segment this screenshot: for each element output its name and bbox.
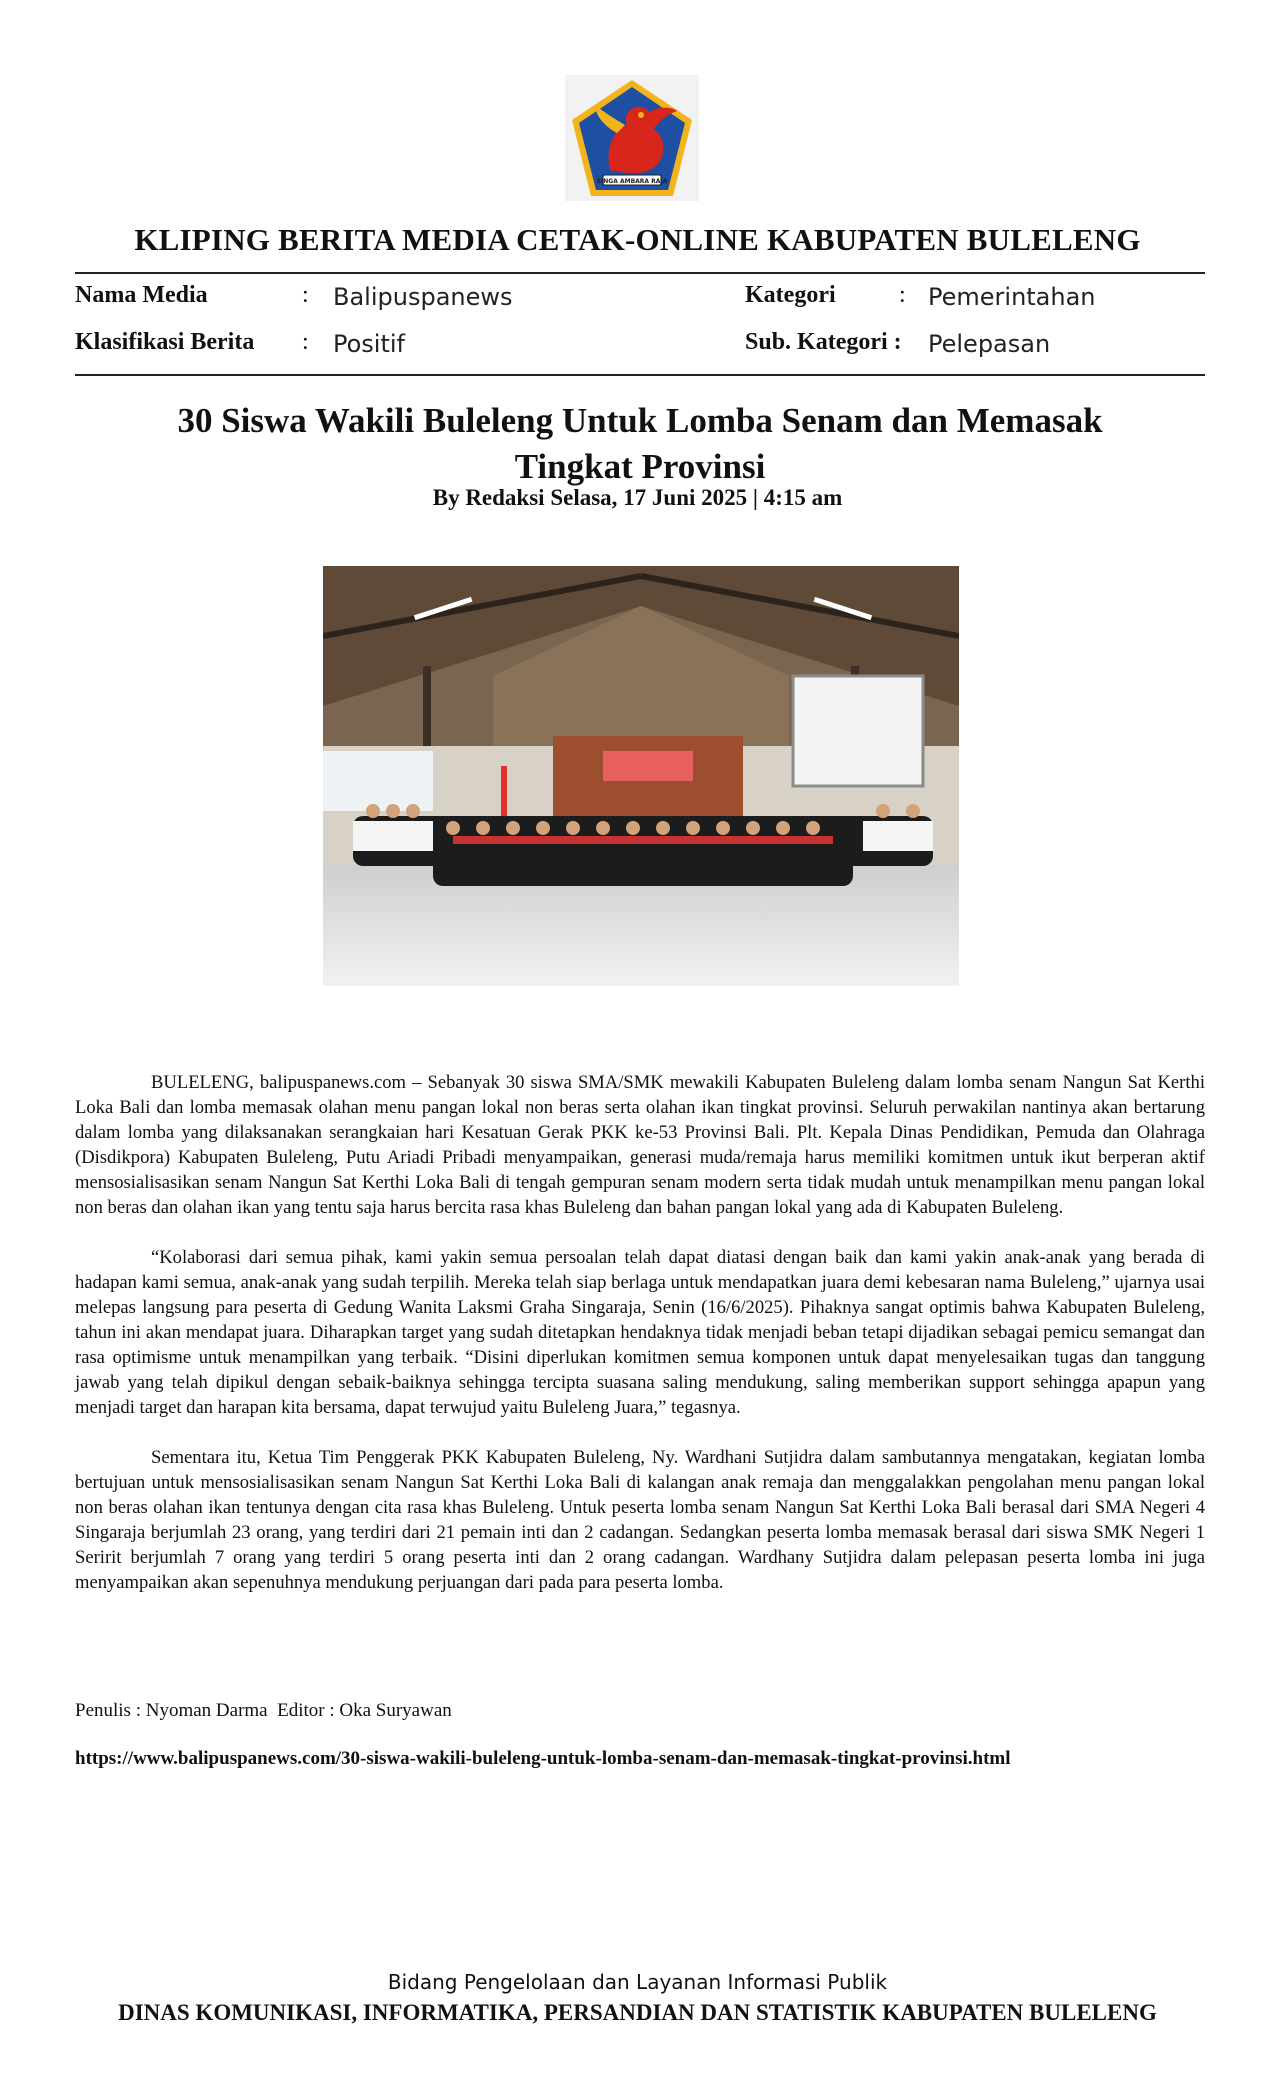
footer-department: Bidang Pengelolaan dan Layanan Informasi Publik bbox=[387, 1970, 888, 1994]
svg-text:SINGA AMBARA RAJA: SINGA AMBARA RAJA bbox=[596, 178, 668, 185]
sub-kategori-value: Pelepasan bbox=[928, 330, 1051, 358]
paragraph-3: Sementara itu, Ketua Tim Penggerak PKK Kabupaten Buleleng, Ny. Wardhani Sutjidra dalam sambutannya mengatakan, kegiatan lomba bertujuan untuk mensosialisasikan senam Nangun Sat Kerthi Loka Bali di kalangan anak remaja dan menggalakkan pengolahan menu pangan lokal non beras olahan ikan tentunya dengan cita rasa khas Buleleng. Untuk peserta lomba senam Nangun Sat Kerthi Loka Bali berasal dari SMA Negeri 4 Singaraja berjumlah 23 orang, yang terdiri dari 21 pemain inti dan 2 cadangan. Sedangkan peserta lomba memasak berasal dari siswa SMK Negeri 1 Seririt berjumlah 7 orang yang terdiri 5 orang peserta inti dan 2 orang cadangan. Wardhany Sutjidra dalam pelepasan peserta lomba ini juga menyampaikan akan sepenuhnya mendukung perjuangan dari pada para peserta lomba. bbox=[75, 1447, 1205, 1593]
paragraph-1: BULELENG, balipuspanews.com – Sebanyak 30 siswa SMA/SMK mewakili Kabupaten Buleleng dalam lomba senam Nangun Sat Kerthi Loka Bali dan lomba memasak olahan menu pangan lokal non beras serta olahan ikan tingkat provinsi. Seluruh perwakilan nantinya akan bertarung dalam lomba yang dilaksanakan serangkaian hari Kesatuan Gerak PKK ke-53 Provinsi Bali. Plt. Kepala Dinas Pendidikan, Pemuda dan Olahraga (Disdikpora) Kabupaten Buleleng, Putu Ariadi Pribadi menyampaikan, generasi muda/remaja harus memiliki komitmen untuk ikut berperan aktif mensosialisasikan senam Nangun Sat Kerthi Loka Bali di tengah gempuran senam modern serta tidak mudah untuk menampilkan menu pangan lokal non beras dan olahan ikan yang tentu saja harus bercita rasa khas Buleleng dan bahan pangan lokal yang ada di Kabupaten Buleleng. bbox=[75, 1072, 1205, 1218]
klasifikasi-value: Positif bbox=[333, 330, 405, 358]
klasifikasi-label: Klasifikasi Berita bbox=[75, 329, 255, 355]
divider-bottom bbox=[75, 374, 1205, 376]
media-colon: : bbox=[302, 282, 309, 308]
kategori-colon: : bbox=[899, 282, 906, 308]
kategori-label: Kategori bbox=[745, 282, 836, 308]
paragraph-2: “Kolaborasi dari semua pihak, kami yakin semua persoalan telah dapat diatasi dengan baik dan kami yakin anak-anak yang berada di hadapan kami semua, anak-anak yang sudah terpilih. Mereka telah siap berlaga untuk mendapatkan juara demi kebesaran nama Buleleng,” ujarnya usai melepas langsung para peserta di Gedung Wanita Laksmi Graha Singaraja, Senin (16/6/2025). Pihaknya sangat optimis bahwa Kabupaten Buleleng, tahun ini akan mendapat juara. Diharapkan target yang sudah ditetapkan hendaknya tidak menjadi beban tetapi dijadikan sebagai pemicu semangat dan rasa optimisme untuk menampilkan yang terbaik. “Disini diperlukan komitmen semua komponen untuk dapat menyelesaikan tugas dan tanggung jawab yang telah dipikul dengan sebaik-baiknya sehingga tercipta suasana saling mendukung, saling memberikan support sehingga apapun yang menjadi target dan harapan kita bersama, dapat terwujud yaitu Buleleng Juara,” tegasnya. bbox=[75, 1247, 1205, 1418]
document-title: KLIPING BERITA MEDIA CETAK-ONLINE KABUPATEN BULELENG bbox=[134, 222, 1141, 257]
footer-agency: DINAS KOMUNIKASI, INFORMATIKA, PERSANDIAN DAN STATISTIK KABUPATEN BULELENG bbox=[118, 2000, 1157, 2025]
kategori-value: Pemerintahan bbox=[928, 283, 1096, 311]
article-body bbox=[75, 1070, 1205, 1620]
media-value: Balipuspanews bbox=[333, 283, 513, 311]
buleleng-emblem bbox=[565, 75, 699, 201]
divider-top bbox=[75, 272, 1205, 274]
article-byline: By Redaksi Selasa, 17 Juni 2025 | 4:15 am bbox=[432, 485, 843, 510]
media-label: Nama Media bbox=[75, 282, 208, 308]
article-photo bbox=[323, 566, 959, 986]
sub-kategori-label: Sub. Kategori : bbox=[745, 329, 902, 355]
source-url[interactable]: https://www.balipuspanews.com/30-siswa-wakili-buleleng-untuk-lomba-senam-dan-memasak-tingkat-provinsi.html bbox=[75, 1748, 1011, 1769]
klasifikasi-colon: : bbox=[302, 329, 309, 355]
article-credits: Penulis : Nyoman Darma Editor : Oka Suryawan bbox=[75, 1700, 452, 1721]
article-headline: 30 Siswa Wakili Buleleng Untuk Lomba Senam dan Memasak Tingkat Provinsi bbox=[177, 401, 1103, 486]
